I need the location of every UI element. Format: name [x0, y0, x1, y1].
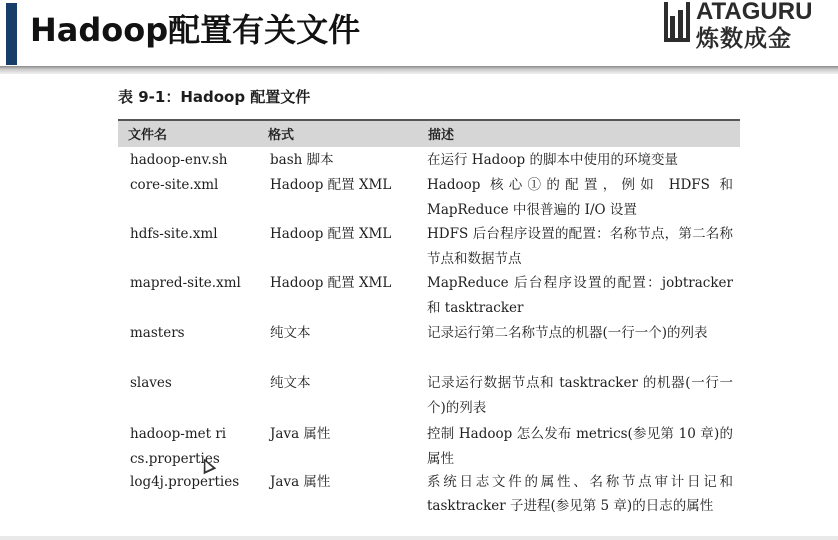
row-filename: log4j.properties [130, 474, 240, 490]
row-format: Java 属性 [270, 426, 331, 442]
row-filename: hadoop-env.sh [130, 152, 228, 168]
row-description: 系统日志文件的属性、名称节点审计日记和 tasktracker 子进程(参见第 5 章)的日志的属性 [427, 474, 733, 514]
header-description: 描述 [428, 128, 455, 143]
row-description: HDFS 后台程序设置的配置：名称节点，第二名称节点和数据节点 [427, 226, 733, 267]
logo-text-en: ATAGURU [696, 0, 813, 25]
row-description: 控制 Hadoop 怎么发布 metrics(参见第 10 章)的属性 [427, 426, 733, 467]
row-filename: mapred-site.xml [130, 275, 241, 291]
table-caption: 表 9-1：Hadoop 配置文件 [118, 88, 311, 106]
row-description: 在运行 Hadoop 的脚本中使用的环境变量 [427, 152, 678, 168]
title-accent-bar [6, 3, 17, 65]
logo-text-cn: 炼数成金 [696, 26, 792, 52]
row-format: Java 属性 [270, 474, 331, 490]
row-format: Hadoop 配置 XML [270, 275, 392, 291]
row-format: Hadoop 配置 XML [270, 177, 392, 193]
ataguru-logo [664, 0, 838, 50]
row-description: 记录运行第二名称节点的机器(一行一个)的列表 [427, 325, 708, 341]
row-filename: hadoop-met rics.properties [130, 426, 227, 467]
row-description: 记录运行数据节点和 tasktracker 的机器(一行一个)的列表 [427, 375, 733, 416]
page-title: Hadoop配置有关文件 [30, 11, 361, 49]
row-format: bash 脚本 [270, 152, 334, 168]
row-format: 纯文本 [270, 325, 311, 341]
bottom-edge [0, 536, 838, 540]
row-description: Hadoop 核心①的配置，例如 HDFS 和 MapReduce 中很普遍的 I/O 设置 [427, 177, 733, 218]
row-filename: hdfs-site.xml [130, 226, 218, 242]
header-format: 格式 [268, 128, 295, 143]
bar-chart-logo-icon [664, 2, 694, 42]
row-filename: masters [130, 325, 185, 341]
row-description: MapReduce 后台程序设置的配置：jobtracker 和 tasktracker [427, 275, 733, 316]
row-filename: core-site.xml [130, 177, 219, 193]
row-filename: slaves [130, 375, 172, 391]
row-format: 纯文本 [270, 375, 311, 391]
row-format: Hadoop 配置 XML [270, 226, 392, 242]
header-divider [0, 66, 838, 74]
header-filename: 文件名 [128, 128, 168, 143]
